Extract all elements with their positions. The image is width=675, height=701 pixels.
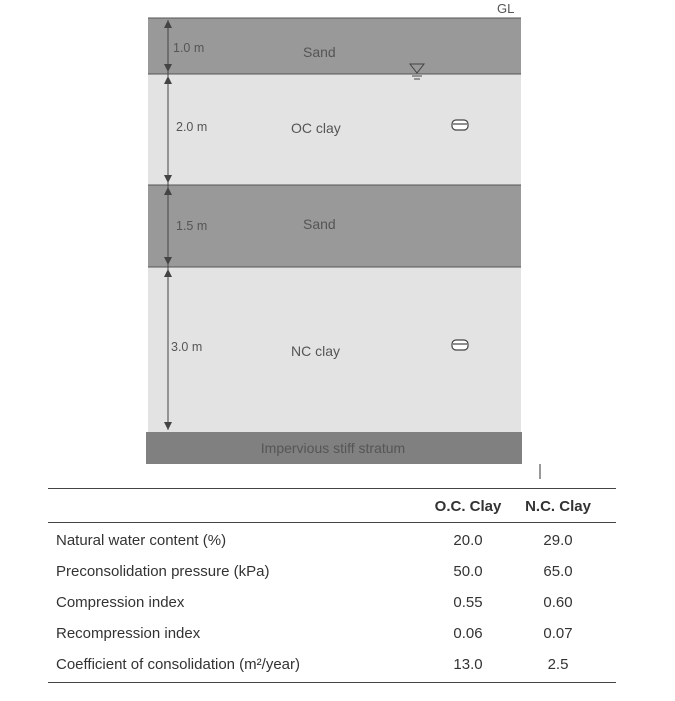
layer-2-thickness: 2.0 m — [176, 120, 208, 134]
row-1-oc: 20.0 — [453, 532, 483, 549]
layer-2-soil: OC clay — [291, 120, 341, 136]
nc-clay-sample-icon — [452, 340, 468, 350]
header-nc-clay: N.C. Clay — [525, 498, 591, 515]
row-2-nc: 65.0 — [543, 563, 573, 580]
row-4-nc: 0.07 — [543, 625, 573, 642]
row-3-nc: 0.60 — [543, 594, 573, 611]
row-3-property: Compression index — [56, 594, 185, 611]
layer-4-thickness: 3.0 m — [171, 340, 203, 354]
row-1-property: Natural water content (%) — [56, 532, 227, 549]
row-4-oc: 0.06 — [453, 625, 483, 642]
layer-1-soil: Sand — [303, 44, 336, 60]
row-5-oc: 13.0 — [453, 656, 483, 673]
row-4-property: Recompression index — [56, 625, 201, 642]
row-2-property: Preconsolidation pressure (kPa) — [56, 563, 270, 580]
row-2-oc: 50.0 — [453, 563, 483, 580]
table-top-rule — [48, 488, 616, 489]
row-5-nc: 2.5 — [547, 656, 569, 673]
layer-3-thickness: 1.5 m — [176, 219, 208, 233]
table-bottom-rule — [48, 682, 616, 683]
layer-4-soil: NC clay — [291, 343, 341, 359]
oc-clay-sample-icon — [452, 120, 468, 130]
impervious-stratum-label: Impervious stiff stratum — [260, 440, 406, 456]
row-1-nc: 29.0 — [543, 532, 573, 549]
ground-level-label: GL — [497, 1, 515, 16]
header-rule — [48, 522, 616, 523]
header-oc-clay: O.C. Clay — [434, 498, 502, 515]
row-3-oc: 0.55 — [453, 594, 483, 611]
layer-3-soil: Sand — [303, 216, 336, 232]
layer-1-thickness: 1.0 m — [173, 41, 205, 55]
row-5-property: Coefficient of consolidation (m²/year) — [56, 656, 300, 673]
